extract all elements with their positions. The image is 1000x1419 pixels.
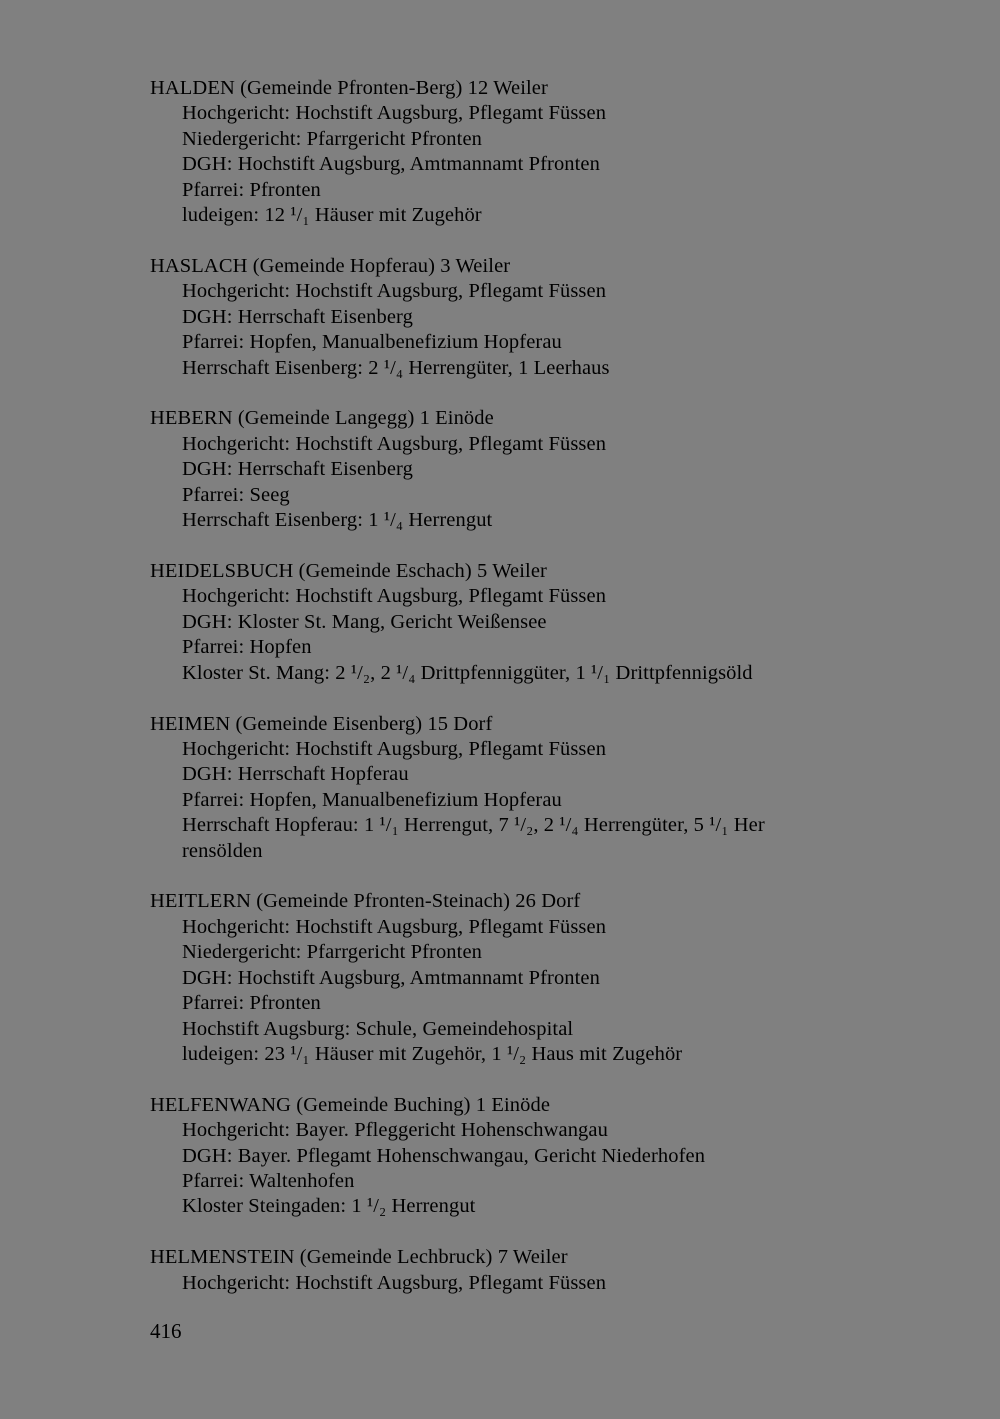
entry-line: Hochgericht: Hochstift Augsburg, Pflegamt Füssen [182,102,607,125]
entry-line: Kloster St. Mang: 2 ¹/₂, 2 ¹/₄ Drittpfenniggüter, 1 ¹/₁ Drittpfennigsöld [182,661,753,684]
entry-heading: HEBERN (Gemeinde Langegg) 1 Einöde [150,407,494,430]
entry-line: Hochgericht: Hochstift Augsburg, Pflegamt Füssen [182,280,607,303]
entry-line: DGH: Bayer. Pflegamt Hohenschwangau, Gericht Niederhofen [182,1144,706,1167]
entry-line: DGH: Kloster St. Mang, Gericht Weißensee [182,610,547,633]
entry-heading: HEIMEN (Gemeinde Eisenberg) 15 Dorf [150,712,493,735]
entry-line: Pfarrei: Seeg [182,483,290,506]
entry-heading: HEIDELSBUCH (Gemeinde Eschach) 5 Weiler [150,560,547,582]
entry-line: Hochgericht: Hochstift Augsburg, Pflegamt Füssen [182,1271,607,1294]
entry-line: Pfarrei: Hopfen, Manualbenefizium Hopferau [182,331,562,354]
entry-line: DGH: Hochstift Augsburg, Amtmannamt Pfronten [182,153,600,176]
entry-line: Kloster Steingaden: 1 ¹/₂ Herrengut [182,1195,476,1218]
document-body [150,76,910,1322]
entry-line: Hochgericht: Hochstift Augsburg, Pflegamt Füssen [182,432,607,455]
entry-line: Pfarrei: Pfronten [182,178,321,201]
entry-helmenstein [150,1245,910,1296]
entry-line: DGH: Herrschaft Hopferau [182,763,409,786]
entry-line: Hochgericht: Bayer. Pfleggericht Hohenschwangau [182,1119,608,1142]
entry-line: DGH: Herrschaft Eisenberg [182,305,413,328]
entry-hebern [150,406,910,533]
entry-line: DGH: Hochstift Augsburg, Amtmannamt Pfronten [182,966,600,989]
entry-line: Herrschaft Hopferau: 1 ¹/₁ Herrengut, 7 ¹/₂, 2 ¹/₄ Herrengüter, 5 ¹/₁ Her [182,814,765,837]
entry-line: Pfarrei: Waltenhofen [182,1170,355,1193]
entry-line: Niedergericht: Pfarrgericht Pfronten [182,127,482,150]
entry-line: Pfarrei: Pfronten [182,992,321,1015]
entry-line: ludeigen: 12 ¹/₁ Häuser mit Zugehör [182,204,482,227]
entry-heidelsbuch [150,559,910,686]
entry-line: Hochgericht: Hochstift Augsburg, Pflegamt Füssen [182,585,607,608]
entry-line: Hochstift Augsburg: Schule, Gemeindehospital [182,1017,574,1040]
entry-heading: HALDEN (Gemeinde Pfronten-Berg) 12 Weiler [150,77,548,99]
entry-line: Hochgericht: Hochstift Augsburg, Pflegamt Füssen [182,915,607,938]
entry-haslach [150,254,910,381]
entry-line: Pfarrei: Hopfen [182,636,312,659]
entry-heading: HEITLERN (Gemeinde Pfronten-Steinach) 26 Dorf [150,890,581,913]
entry-line: Niedergericht: Pfarrgericht Pfronten [182,941,482,964]
entry-heitlern [150,889,910,1067]
entry-heading: HELMENSTEIN (Gemeinde Lechbruck) 7 Weiler [150,1246,568,1269]
entry-line: Herrschaft Eisenberg: 2 ¹/₄ Herrengüter, 1 Leerhaus [182,356,610,379]
entry-line: DGH: Herrschaft Eisenberg [182,458,413,481]
entry-line: Hochgericht: Hochstift Augsburg, Pflegamt Füssen [182,737,607,760]
page-number: 416 [150,1319,182,1343]
entry-line: Herrschaft Eisenberg: 1 ¹/₄ Herrengut [182,509,493,532]
entry-heading: HASLACH (Gemeinde Hopferau) 3 Weiler [150,254,511,277]
entry-halden [150,76,910,228]
entry-helfenwang [150,1093,910,1220]
entry-line: Pfarrei: Hopfen, Manualbenefizium Hopferau [182,788,562,811]
entry-heimen [150,712,910,864]
entry-heading: HELFENWANG (Gemeinde Buching) 1 Einöde [150,1093,551,1116]
entry-line: rensölden [182,839,263,862]
entry-line: ludeigen: 23 ¹/₁ Häuser mit Zugehör, 1 ¹/₂ Haus mit Zugehör [182,1042,683,1065]
